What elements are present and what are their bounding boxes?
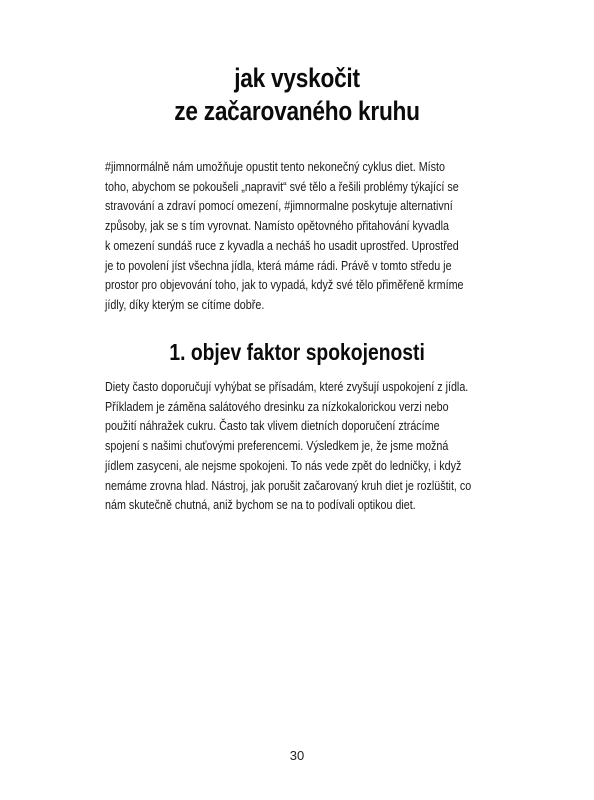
section-line: Diety často doporučují vyhýbat se přísadám, které zvyšují uspokojení z jídla. [105, 380, 469, 394]
section-line: nemáme zrovna hlad. Nástroj, jak porušit začarovaný kruh diet je rozlüštit, co [105, 478, 472, 493]
section-heading [0, 337, 594, 367]
page-title-line-2: ze začarovaného kruhu [174, 96, 420, 126]
section-line: spojení s našimi chuťovými preferencemi. Výsledkem je, že jsme možná [105, 439, 449, 454]
intro-line: prostor pro objevování toho, jak to vypadá, když své tělo přiměřeně krmíme [105, 278, 464, 293]
intro-line: toho, abychom se pokoušeli „napravit“ své tělo a řešili problémy týkající se [105, 179, 459, 194]
intro-paragraph [105, 158, 525, 316]
intro-line: jídly, díky kterým se cítíme dobře. [105, 297, 265, 312]
page-number: 30 [289, 748, 305, 763]
intro-line: stravování a zdraví pomocí omezení, #jimnormalne poskytuje alternativní [105, 199, 453, 214]
section-line: Příkladem je záměna salátového dresinku za nízkokalorickou verzi nebo [105, 399, 449, 414]
intro-line: #jimnormálně nám umožňuje opustit tento nekonečný cyklus diet. Místo [105, 160, 445, 174]
section-paragraph [105, 378, 525, 516]
section-heading-text: 1. objev faktor spokojenosti [169, 339, 425, 365]
page-title-line-1: jak vyskočit [234, 63, 360, 93]
page-title [0, 62, 594, 128]
section-line: použití náhražek cukru. Často tak vlivem dietních doporučení ztrácíme [105, 419, 440, 434]
intro-line: způsoby, jak se s tím vyrovnat. Namísto opětovného přitahování kyvadla [105, 219, 449, 234]
section-line: jídlem zasyceni, ale nejsme spokojeni. To nás vede zpět do ledničky, i když [105, 458, 462, 473]
intro-line: k omezení sundáš ruce z kyvadla a necháš ho usadit uprostřed. Uprostřed [105, 238, 459, 253]
intro-line: je to povolení jíst všechna jídla, která máme rádi. Právě v tomto středu je [105, 258, 452, 273]
section-line: nám skutečně chutná, aniž bychom se na to podívali optikou diet. [105, 498, 416, 513]
